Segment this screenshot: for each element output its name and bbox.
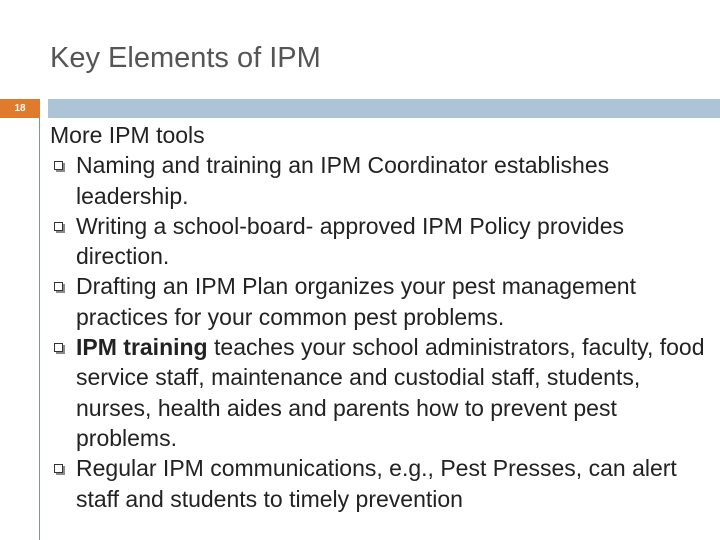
bullet-text: Naming and training an IPM Coordinator establishes leadership. bbox=[76, 152, 610, 209]
slide-title: Key Elements of IPM bbox=[50, 42, 321, 74]
bullet-text: Regular IPM communications, e.g., Pest Presses, can alert staff and students to timely prevention bbox=[76, 455, 677, 512]
slide-number-badge: 18 bbox=[0, 99, 40, 118]
bullet-text: Drafting an IPM Plan organizes your pest management practices for your common pest problems. bbox=[76, 273, 636, 330]
bullet-item bbox=[50, 453, 718, 514]
bullet-text: teaches your school administrators, faculty, food service staff, maintenance and custodial staff, students, nurses, health aides and parents how to prevent pest problems. bbox=[76, 334, 705, 451]
square-bullet-icon bbox=[54, 282, 63, 291]
bullet-item bbox=[50, 211, 718, 272]
slide-body bbox=[50, 120, 718, 514]
square-bullet-icon bbox=[54, 343, 63, 352]
left-rule bbox=[39, 118, 40, 540]
square-bullet-icon bbox=[54, 161, 63, 170]
bullet-item bbox=[50, 271, 718, 332]
bullet-item bbox=[50, 150, 718, 211]
bullet-bold-text: IPM training bbox=[76, 334, 208, 361]
bullet-text: Writing a school-board- approved IPM Policy provides direction. bbox=[76, 212, 624, 270]
header-rule bbox=[48, 99, 720, 118]
square-bullet-icon bbox=[54, 222, 63, 231]
bullet-item bbox=[50, 332, 718, 453]
body-lead-text: More IPM tools bbox=[50, 122, 205, 148]
square-bullet-icon bbox=[54, 464, 63, 473]
